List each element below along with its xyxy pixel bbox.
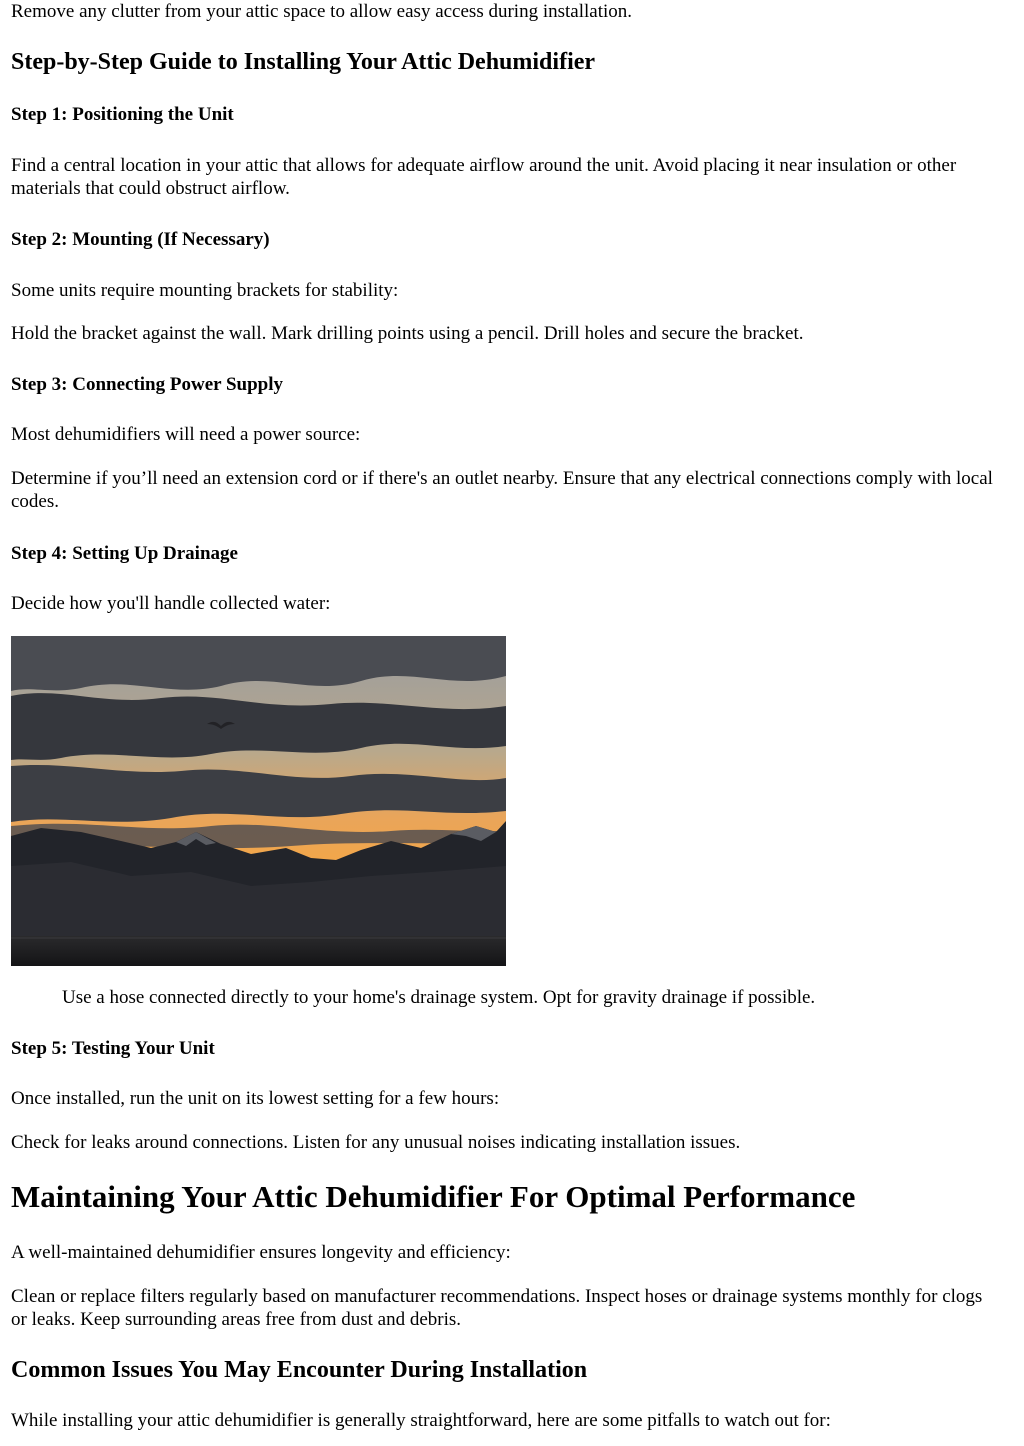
guide-heading: Step-by-Step Guide to Installing Your Attic Dehumidifier	[11, 49, 596, 75]
step1-heading: Step 1: Positioning the Unit	[11, 104, 234, 125]
issues-heading: Common Issues You May Encounter During Installation	[11, 1357, 588, 1383]
sunset-mountains-image	[11, 636, 506, 966]
intro-paragraph: Remove any clutter from your attic space to allow easy access during installation.	[11, 1, 632, 22]
step1-paragraph: Find a central location in your attic that allows for adequate airflow around the unit. Avoid placing it near insulation or other materials that could obstruct airflow.	[11, 155, 957, 199]
step4-heading: Step 4: Setting Up Drainage	[11, 543, 238, 564]
step3-paragraph: Determine if you’ll need an extension cord or if there's an outlet nearby. Ensure that any electrical connections comply with local codes.	[11, 468, 993, 512]
maintenance-heading: Maintaining Your Attic Dehumidifier For Optimal Performance	[11, 1179, 856, 1214]
step4-intro: Decide how you'll handle collected water:	[11, 593, 331, 614]
step3-intro: Most dehumidifiers will need a power source:	[11, 424, 361, 445]
step5-heading: Step 5: Testing Your Unit	[11, 1038, 215, 1059]
step5-intro: Once installed, run the unit on its lowest setting for a few hours:	[11, 1088, 500, 1109]
step2-heading: Step 2: Mounting (If Necessary)	[11, 229, 270, 250]
step4-paragraph: Use a hose connected directly to your home's drainage system. Opt for gravity drainage if possible.	[62, 987, 816, 1008]
step2-paragraph: Hold the bracket against the wall. Mark drilling points using a pencil. Drill holes and secure the bracket.	[11, 323, 804, 344]
maintenance-paragraph: Clean or replace filters regularly based on manufacturer recommendations. Inspect hoses or drainage systems monthly for clogs or leaks. Keep surrounding areas free from dust and debris.	[11, 1286, 983, 1330]
step2-intro: Some units require mounting brackets for stability:	[11, 280, 399, 301]
maintenance-intro: A well-maintained dehumidifier ensures longevity and efficiency:	[11, 1242, 511, 1263]
step5-paragraph: Check for leaks around connections. Listen for any unusual noises indicating installation issues.	[11, 1132, 741, 1153]
issues-intro: While installing your attic dehumidifier is generally straightforward, here are some pitfalls to watch out for:	[11, 1410, 831, 1431]
step3-heading: Step 3: Connecting Power Supply	[11, 374, 284, 395]
